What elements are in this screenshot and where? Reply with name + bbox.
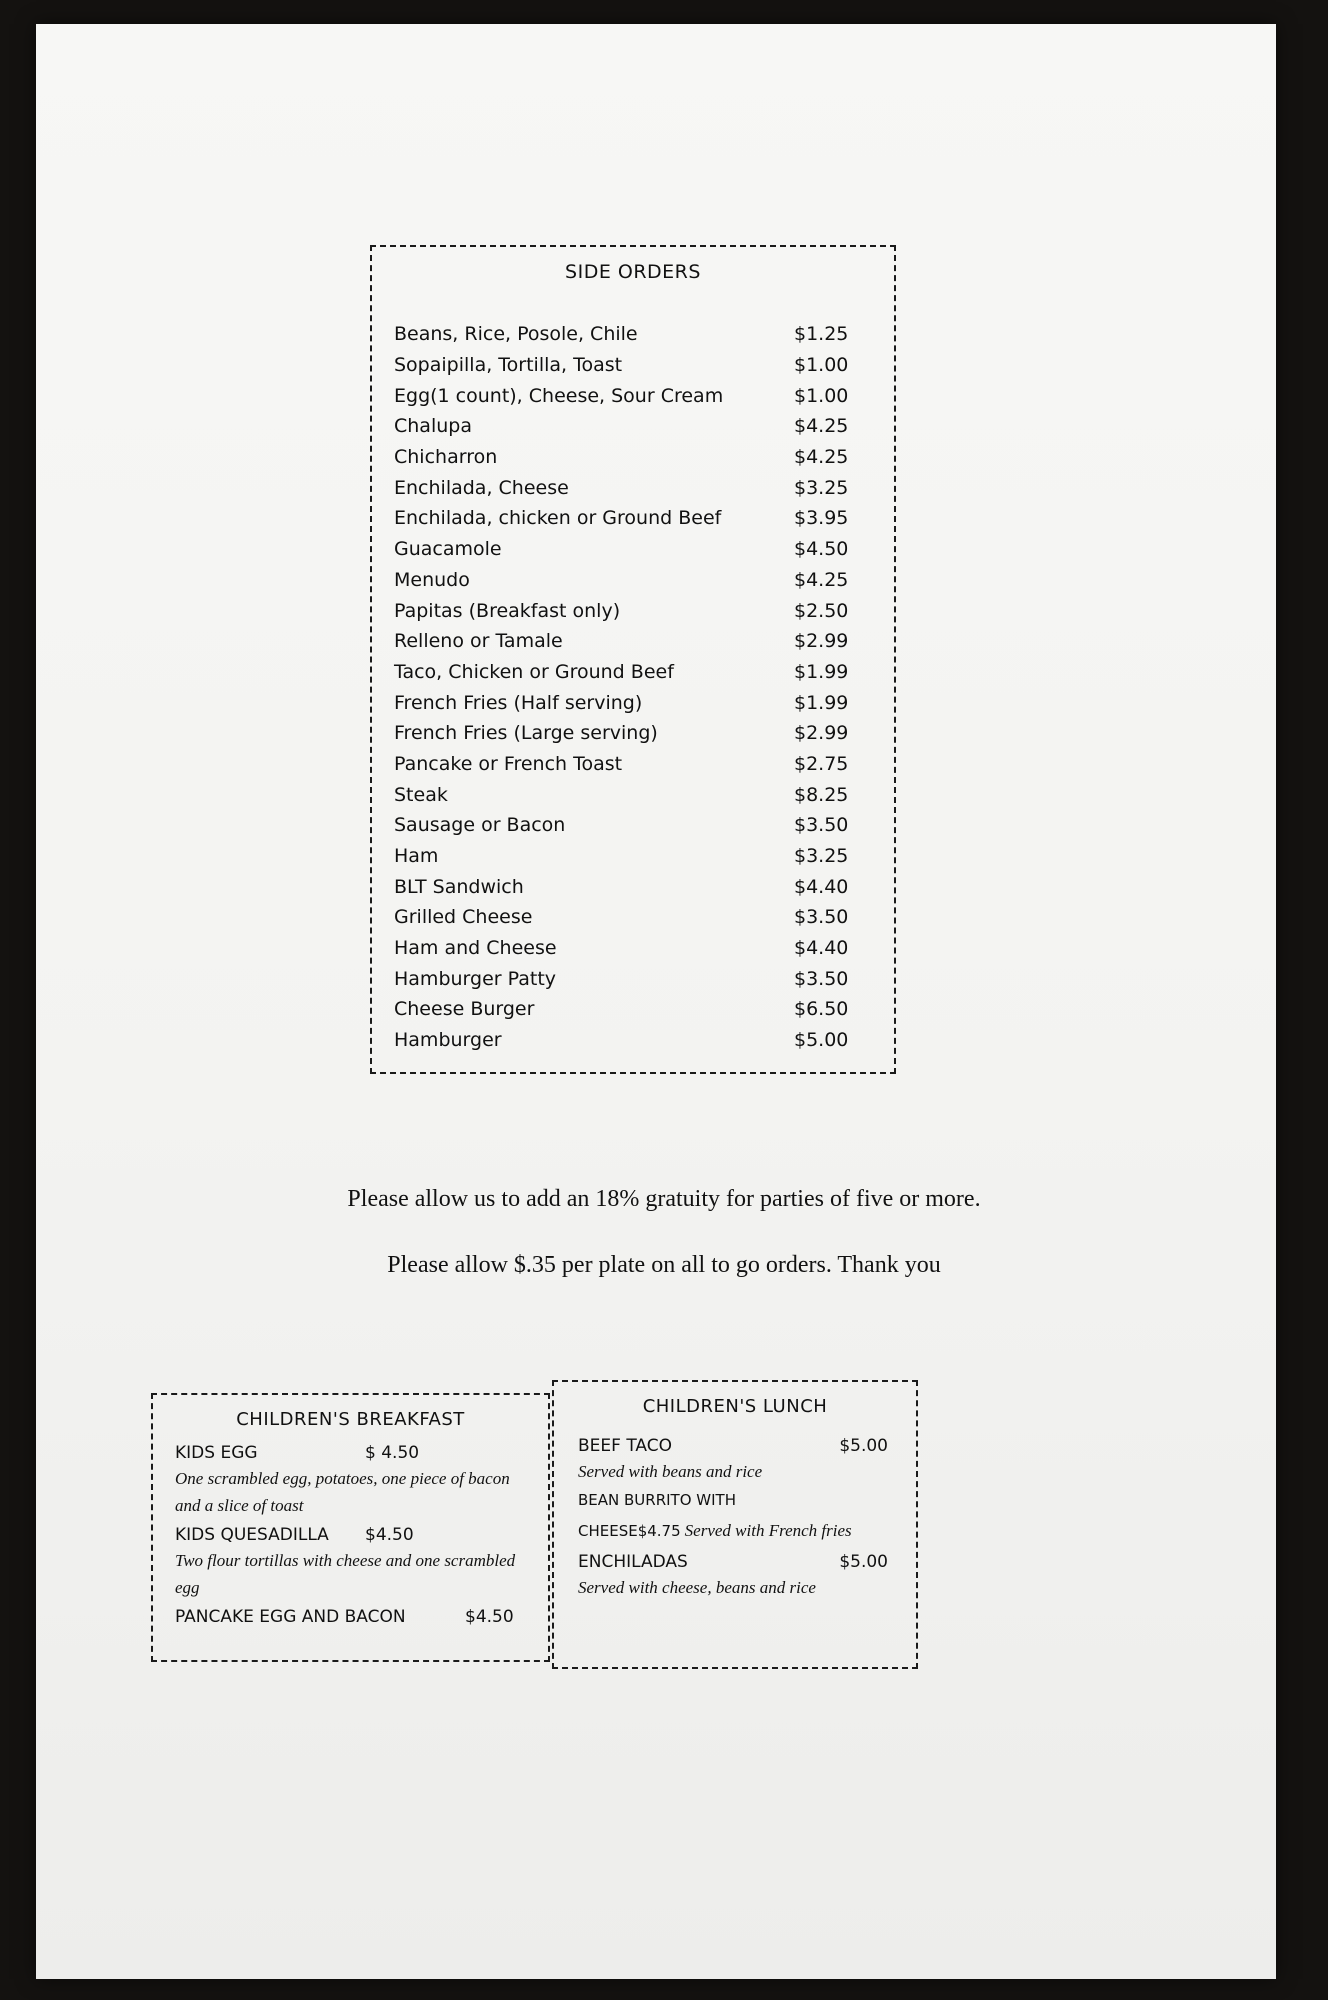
list-item <box>394 411 864 442</box>
item-price: $5.00 <box>839 1436 888 1456</box>
side-orders-title: SIDE ORDERS <box>565 261 701 283</box>
item-price: $4.25 <box>794 446 849 469</box>
childrens-lunch-title: CHILDREN'S LUNCH <box>642 1396 828 1417</box>
item-price: $1.00 <box>794 354 849 377</box>
list-item <box>394 319 864 350</box>
item-description: Two flour tortillas with cheese and one scrambled egg <box>175 1551 516 1597</box>
item-name: Chicharron <box>394 446 498 469</box>
item-name: Sausage or Bacon <box>394 814 566 837</box>
side-orders-box <box>370 245 896 1074</box>
item-price: $4.50 <box>794 538 849 561</box>
childrens-lunch-list <box>578 1432 888 1607</box>
item-price: $4.40 <box>794 937 849 960</box>
childrens-breakfast-box <box>151 1393 550 1662</box>
list-item <box>394 718 864 749</box>
list-item <box>394 902 864 933</box>
list-item <box>394 350 864 381</box>
item-price: $4.25 <box>794 568 849 591</box>
list-item <box>394 963 864 994</box>
item-name: French Fries (Half serving) <box>394 691 643 714</box>
item-price: $ 4.50 <box>365 1443 420 1463</box>
item-price: $3.25 <box>794 845 849 868</box>
list-item <box>394 1025 864 1056</box>
item-name: Relleno or Tamale <box>394 630 563 653</box>
item-name: Menudo <box>394 568 470 591</box>
item-name: Hamburger <box>394 1029 502 1052</box>
item-name: Egg(1 count), Cheese, Sour Cream <box>394 384 724 407</box>
childrens-breakfast-list <box>175 1443 530 1627</box>
item-name: Guacamole <box>394 538 502 561</box>
item-description: One scrambled egg, potatoes, one piece of bacon and a slice of toast <box>175 1469 510 1515</box>
item-price: $1.00 <box>794 384 849 407</box>
item-price: $4.40 <box>794 875 849 898</box>
list-item <box>394 503 864 534</box>
item-price: $2.99 <box>794 630 849 653</box>
side-orders-list <box>394 319 864 1056</box>
list-item <box>394 779 864 810</box>
item-name: KIDS QUESADILLA <box>175 1525 329 1545</box>
list-item <box>394 534 864 565</box>
item-name: Sopaipilla, Tortilla, Toast <box>394 354 623 377</box>
item-name: Grilled Cheese <box>394 906 533 929</box>
item-name: Chalupa <box>394 415 472 438</box>
list-item <box>394 871 864 902</box>
list-item <box>394 626 864 657</box>
list-item <box>175 1607 530 1627</box>
item-name: Enchilada, Cheese <box>394 476 569 499</box>
gratuity-note: Please allow us to add an 18% gratuity for parties of five or more. <box>347 1186 981 1212</box>
item-price: $3.50 <box>794 814 849 837</box>
item-name: PANCAKE EGG AND BACON <box>175 1607 406 1627</box>
list-item <box>394 380 864 411</box>
item-price: $6.50 <box>794 998 849 1021</box>
item-price: $3.95 <box>794 507 849 530</box>
list-item <box>578 1517 888 1544</box>
list-item <box>394 472 864 503</box>
list-item <box>394 595 864 626</box>
item-name-price: CHEESE$4.75 <box>578 1522 681 1540</box>
item-price: $1.99 <box>794 660 849 683</box>
item-name: BLT Sandwich <box>394 875 524 898</box>
list-item <box>394 933 864 964</box>
list-item <box>394 657 864 688</box>
item-name: Steak <box>394 783 448 806</box>
list-item <box>394 841 864 872</box>
item-price: $2.99 <box>794 722 849 745</box>
item-name: French Fries (Large serving) <box>394 722 658 745</box>
item-name: Ham and Cheese <box>394 937 557 960</box>
item-name: BEEF TACO <box>578 1436 672 1456</box>
item-price: $4.25 <box>794 415 849 438</box>
list-item <box>394 749 864 780</box>
item-name: Cheese Burger <box>394 998 535 1021</box>
list-item <box>394 442 864 473</box>
item-name: Papitas (Breakfast only) <box>394 599 621 622</box>
item-price: $2.75 <box>794 752 849 775</box>
item-price: $1.25 <box>794 323 849 346</box>
item-price: $3.25 <box>794 476 849 499</box>
item-price: $1.99 <box>794 691 849 714</box>
childrens-lunch-box <box>552 1380 918 1669</box>
item-name: KIDS EGG <box>175 1443 258 1463</box>
item-description: Served with beans and rice <box>578 1462 763 1481</box>
item-price: $4.50 <box>365 1525 414 1545</box>
item-name: Taco, Chicken or Ground Beef <box>394 660 674 683</box>
list-item <box>394 994 864 1025</box>
item-price: $8.25 <box>794 783 849 806</box>
list-item <box>175 1443 530 1463</box>
to-go-note: Please allow $.35 per plate on all to go orders. Thank you <box>387 1252 941 1278</box>
list-item <box>394 810 864 841</box>
list-item <box>578 1552 888 1572</box>
item-name: ENCHILADAS <box>578 1552 688 1572</box>
item-price: $3.50 <box>794 967 849 990</box>
item-name: Ham <box>394 845 439 868</box>
list-item <box>578 1436 888 1456</box>
list-item <box>394 687 864 718</box>
item-name: Hamburger Patty <box>394 967 557 990</box>
item-name: Beans, Rice, Posole, Chile <box>394 323 638 346</box>
item-price: $5.00 <box>794 1029 849 1052</box>
childrens-breakfast-title: CHILDREN'S BREAKFAST <box>236 1409 465 1430</box>
item-price: $4.50 <box>465 1607 514 1627</box>
item-price: $5.00 <box>839 1552 888 1572</box>
item-name: BEAN BURRITO WITH <box>578 1491 736 1509</box>
item-price: $2.50 <box>794 599 849 622</box>
list-item <box>394 565 864 596</box>
item-price: $3.50 <box>794 906 849 929</box>
list-item <box>175 1525 530 1545</box>
item-description: Served with cheese, beans and rice <box>578 1578 816 1597</box>
item-name: Pancake or French Toast <box>394 752 623 775</box>
item-name: Enchilada, chicken or Ground Beef <box>394 507 722 530</box>
item-description: Served with French fries <box>684 1521 852 1540</box>
